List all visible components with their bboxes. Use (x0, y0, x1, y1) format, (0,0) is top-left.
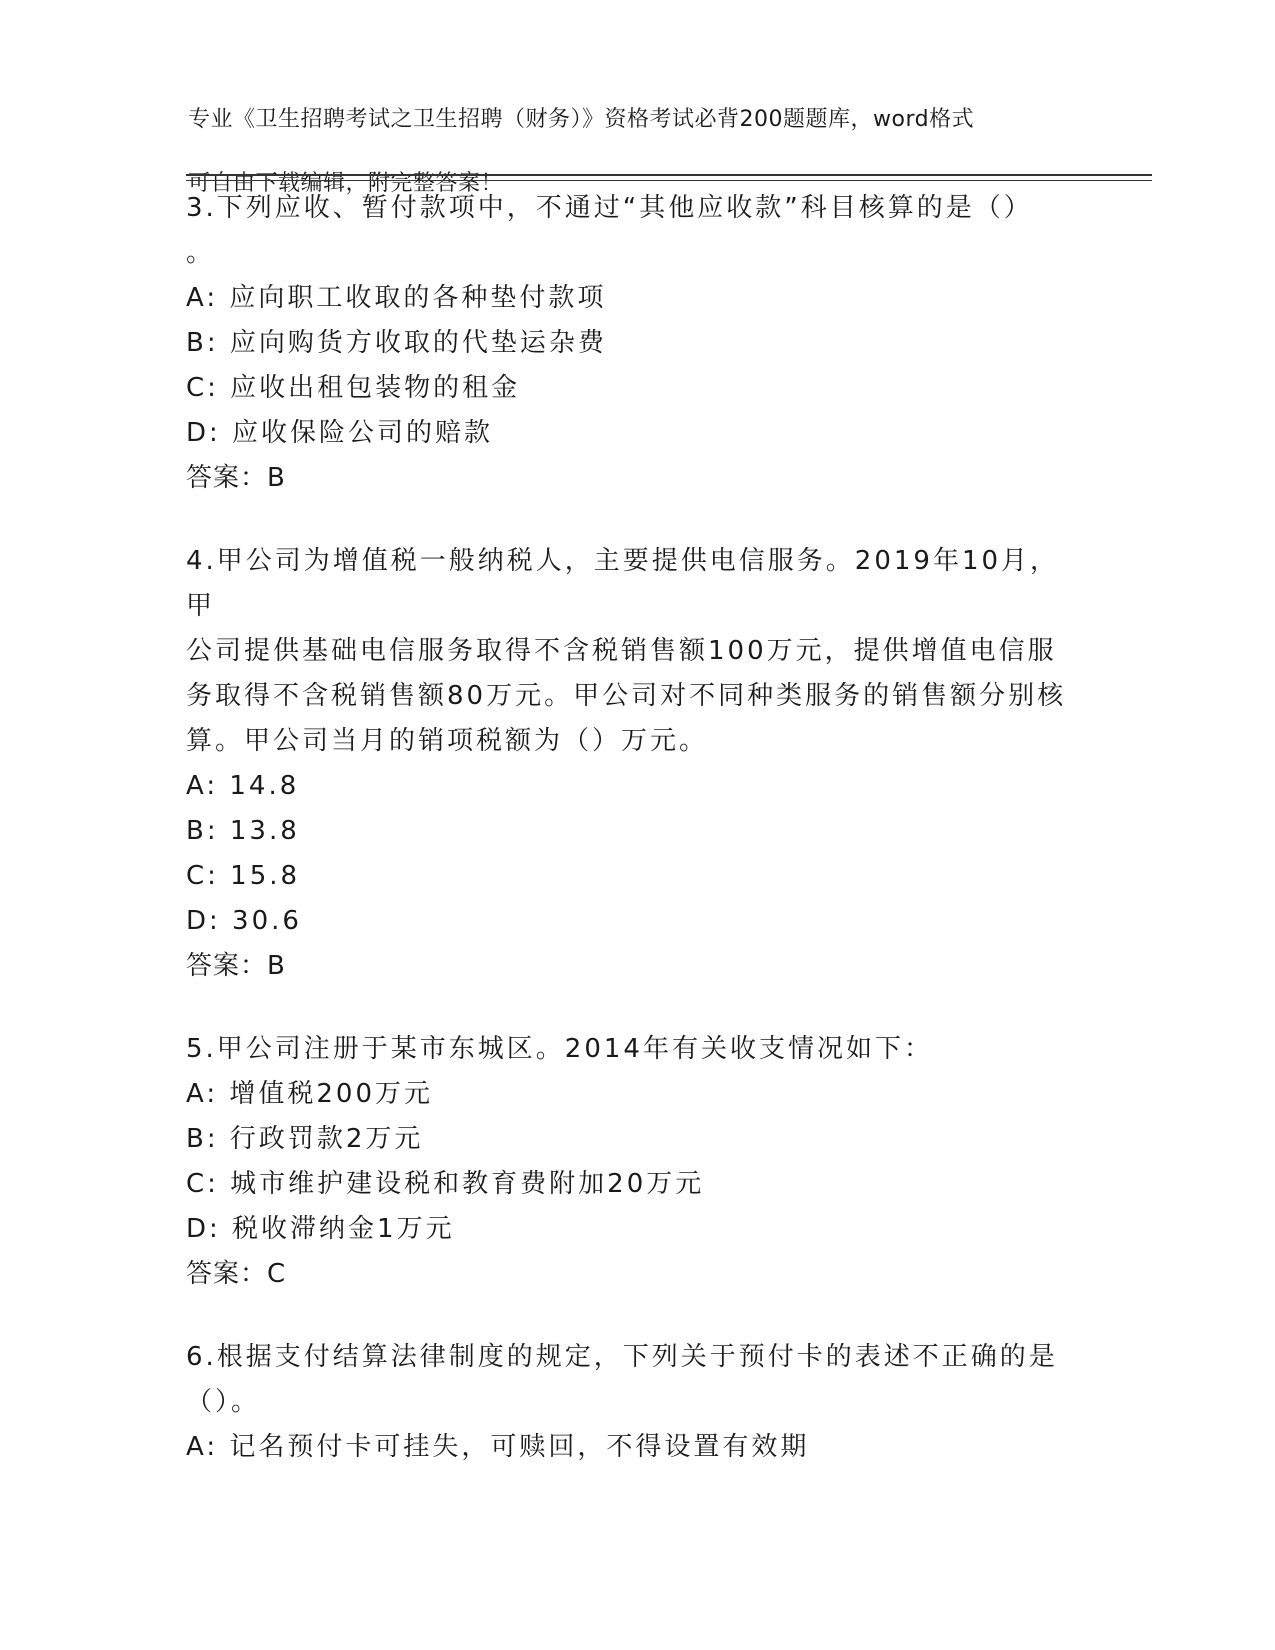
question-stem-line-2: 公司提供基础电信服务取得不含税销售额100万元，提供增值电信服 (186, 636, 1057, 666)
question-list (186, 186, 1086, 1508)
option-a: A: 记名预付卡可挂失，可赎回，不得设置有效期 (186, 1432, 810, 1462)
option-d: D: 30.6 (186, 906, 302, 936)
question-stem-continued: 。 (186, 238, 216, 268)
header-line-2: 可自由下载编辑，附完整答案！ (188, 171, 504, 196)
answer: 答案：B (186, 951, 286, 981)
question-6 (186, 1335, 1086, 1470)
question-3 (186, 186, 1086, 501)
question-4 (186, 539, 1086, 989)
option-d: D: 应收保险公司的赔款 (186, 418, 494, 448)
answer: 答案：C (186, 1259, 287, 1289)
question-stem: 3.下列应收、暂付款项中，不通过“其他应收款”科目核算的是（） (186, 193, 1033, 223)
question-stem-line-3: 务取得不含税销售额80万元。甲公司对不同种类服务的销售额分别核 (186, 681, 1067, 711)
header-rule-thin (186, 180, 1152, 181)
option-b: B: 行政罚款2万元 (186, 1124, 424, 1154)
option-b: B: 应向购货方收取的代垫运杂费 (186, 328, 607, 358)
option-c: C: 15.8 (186, 861, 301, 891)
header-line-1: 专业《卫生招聘考试之卫生招聘（财务）》资格考试必背200题题库，word格式 (188, 107, 975, 132)
option-b: B: 13.8 (186, 816, 300, 846)
option-a: A: 14.8 (186, 771, 300, 801)
question-stem-line-4: 算。甲公司当月的销项税额为（）万元。 (186, 726, 709, 756)
question-stem: 4.甲公司为增值税一般纳税人，主要提供电信服务。2019年10月，甲 (186, 546, 1060, 621)
question-5 (186, 1027, 1086, 1297)
option-d: D: 税收滞纳金1万元 (186, 1214, 455, 1244)
option-c: C: 应收出租包装物的租金 (186, 373, 521, 403)
option-a: A: 增值税200万元 (186, 1079, 433, 1109)
option-a: A: 应向职工收取的各种垫付款项 (186, 283, 607, 313)
question-stem-continued: （）。 (186, 1387, 261, 1417)
answer: 答案：B (186, 463, 286, 493)
option-c: C: 城市维护建设税和教育费附加20万元 (186, 1169, 705, 1199)
header-rule-thick (186, 174, 1152, 176)
question-stem: 5.甲公司注册于某市东城区。2014年有关收支情况如下： (186, 1034, 933, 1064)
question-stem: 6.根据支付结算法律制度的规定，下列关于预付卡的表述不正确的是 (186, 1342, 1058, 1372)
